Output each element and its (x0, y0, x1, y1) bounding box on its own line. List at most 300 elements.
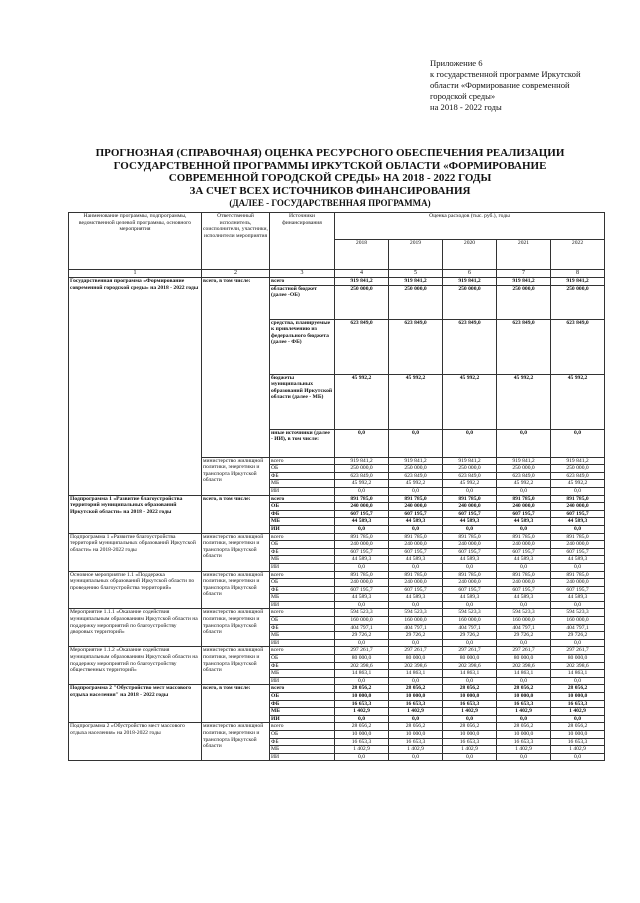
budget-table (68, 212, 605, 761)
value-cell: 919 841,2 (443, 278, 497, 286)
value-cell: 240 000,0 (443, 541, 497, 549)
value-cell: 607 195,7 (497, 548, 551, 556)
value-cell: 623 849,0 (443, 472, 497, 480)
source-cell: МБ (270, 518, 335, 526)
value-cell: 28 056,2 (551, 723, 605, 731)
source-cell: всего (270, 609, 335, 617)
source-cell: областной бюджет (далее -ОБ) (270, 285, 335, 319)
header-year: 2018 (335, 240, 389, 270)
value-cell: 0,0 (497, 715, 551, 723)
source-cell: ФБ (270, 700, 335, 708)
header-program: Наименование программы, подпрограммы, ведомственной целевой программы, основного мероприятия (69, 213, 202, 270)
source-cell: ОБ (270, 503, 335, 511)
value-cell: 919 841,2 (389, 278, 443, 286)
value-cell: 0,0 (335, 563, 389, 571)
executor-cell: министерство жилищной политики, энергетики и транспорта Иркутской области (202, 533, 270, 571)
source-cell: ОБ (270, 655, 335, 663)
value-cell: 44 589,3 (335, 518, 389, 526)
value-cell: 0,0 (335, 753, 389, 761)
value-cell: 0,0 (389, 639, 443, 647)
header-year: 2022 (551, 240, 605, 270)
value-cell: 10 000,0 (443, 693, 497, 701)
source-cell: ФБ (270, 472, 335, 480)
value-cell: 202 398,6 (551, 662, 605, 670)
value-cell: 16 653,3 (389, 738, 443, 746)
value-cell: 1 402,9 (389, 746, 443, 754)
source-cell: всего (270, 723, 335, 731)
value-cell: 240 000,0 (335, 541, 389, 549)
value-cell: 594 523,3 (335, 609, 389, 617)
value-cell: 29 726,2 (497, 632, 551, 640)
source-cell: МБ (270, 670, 335, 678)
value-cell: 607 195,7 (443, 586, 497, 594)
col-number: 8 (551, 270, 605, 278)
value-cell: 0,0 (335, 429, 389, 457)
value-cell: 607 195,7 (497, 586, 551, 594)
value-cell: 16 653,3 (551, 700, 605, 708)
source-cell: ОБ (270, 693, 335, 701)
program-name-cell: Основное мероприятие 1.1 «Поддержка муниципальных образований Иркутской области по проведению благоустройства территорий» (69, 571, 202, 609)
value-cell: 0,0 (389, 487, 443, 495)
col-number: 2 (202, 270, 270, 278)
value-cell: 16 653,3 (497, 700, 551, 708)
value-cell: 919 841,2 (335, 278, 389, 286)
value-cell: 250 000,0 (497, 465, 551, 473)
value-cell: 607 195,7 (335, 586, 389, 594)
value-cell: 297 261,7 (335, 647, 389, 655)
value-cell: 623 849,0 (389, 319, 443, 374)
appendix-line: Приложение 6 (430, 58, 483, 68)
source-cell: всего (270, 647, 335, 655)
value-cell: 0,0 (551, 429, 605, 457)
value-cell: 0,0 (443, 525, 497, 533)
value-cell: 44 589,3 (443, 594, 497, 602)
value-cell: 891 785,0 (443, 495, 497, 503)
value-cell: 44 589,3 (443, 518, 497, 526)
value-cell: 16 653,3 (335, 700, 389, 708)
value-cell: 10 000,0 (551, 730, 605, 738)
value-cell: 607 195,7 (551, 510, 605, 518)
value-cell: 1 402,9 (443, 746, 497, 754)
value-cell: 891 785,0 (497, 571, 551, 579)
appendix-line: к государственной программе Иркутской (430, 69, 581, 79)
value-cell: 10 000,0 (335, 693, 389, 701)
value-cell: 594 523,3 (497, 609, 551, 617)
header-year: 2020 (443, 240, 497, 270)
source-cell: ОБ (270, 579, 335, 587)
value-cell: 10 000,0 (443, 730, 497, 738)
value-cell: 607 195,7 (389, 548, 443, 556)
source-cell: МБ (270, 594, 335, 602)
value-cell: 28 056,2 (389, 723, 443, 731)
value-cell: 29 726,2 (443, 632, 497, 640)
value-cell: 297 261,7 (551, 647, 605, 655)
value-cell: 891 785,0 (497, 533, 551, 541)
value-cell: 0,0 (389, 563, 443, 571)
value-cell: 80 000,0 (335, 655, 389, 663)
value-cell: 14 863,1 (443, 670, 497, 678)
value-cell: 44 589,3 (551, 594, 605, 602)
value-cell: 607 195,7 (497, 510, 551, 518)
value-cell: 607 195,7 (551, 548, 605, 556)
program-name-cell: Мероприятие 1.1.2 «Оказание содействия муниципальным образованиям Иркутской области на поддержку мероприятий по благоустройству общественных территорий» (69, 647, 202, 685)
value-cell: 594 523,3 (443, 609, 497, 617)
executor-cell: министерство жилищной политики, энергетики и транспорта Иркутской области (202, 647, 270, 685)
value-cell: 0,0 (443, 429, 497, 457)
value-cell: 0,0 (497, 639, 551, 647)
value-cell: 160 000,0 (497, 617, 551, 625)
value-cell: 0,0 (497, 429, 551, 457)
value-cell: 10 000,0 (551, 693, 605, 701)
value-cell: 14 863,1 (389, 670, 443, 678)
col-number: 7 (497, 270, 551, 278)
value-cell: 891 785,0 (497, 495, 551, 503)
title-line: СОВРЕМЕННОЙ ГОРОДСКОЙ СРЕДЫ» НА 2018 - 2022 ГОДЫ (168, 172, 492, 185)
value-cell: 45 992,2 (443, 480, 497, 488)
source-cell: МБ (270, 556, 335, 564)
value-cell: 297 261,7 (389, 647, 443, 655)
value-cell: 919 841,2 (335, 457, 389, 465)
value-cell: 16 653,3 (497, 738, 551, 746)
value-cell: 202 398,6 (497, 662, 551, 670)
value-cell: 404 797,1 (389, 624, 443, 632)
value-cell: 0,0 (389, 429, 443, 457)
value-cell: 623 849,0 (335, 472, 389, 480)
value-cell: 0,0 (389, 525, 443, 533)
executor-cell: всего, в том числе: (202, 685, 270, 723)
table-row (69, 647, 605, 655)
value-cell: 45 992,2 (335, 374, 389, 429)
value-cell: 919 841,2 (443, 457, 497, 465)
header-source: Источники финансирования (270, 213, 335, 270)
source-cell: бюджеты муниципальных образований Иркутской области (далее - МБ) (270, 374, 335, 429)
value-cell: 160 000,0 (443, 617, 497, 625)
value-cell: 45 992,2 (551, 374, 605, 429)
table-row (69, 571, 605, 579)
executor-cell: министерство жилищной политики, энергетики и транспорта Иркутской области (202, 571, 270, 609)
value-cell: 45 992,2 (551, 480, 605, 488)
value-cell: 45 992,2 (389, 374, 443, 429)
value-cell: 297 261,7 (443, 647, 497, 655)
value-cell: 45 992,2 (335, 480, 389, 488)
value-cell: 44 589,3 (389, 556, 443, 564)
executor-cell: министерство жилищной политики, энергетики и транспорта Иркутской области (202, 609, 270, 647)
table-row (69, 495, 605, 503)
value-cell: 29 726,2 (335, 632, 389, 640)
value-cell: 16 653,3 (443, 738, 497, 746)
col-number: 6 (443, 270, 497, 278)
value-cell: 0,0 (443, 563, 497, 571)
value-cell: 250 000,0 (497, 285, 551, 319)
value-cell: 1 402,9 (443, 708, 497, 716)
source-cell: ИИ (270, 639, 335, 647)
value-cell: 891 785,0 (551, 571, 605, 579)
value-cell: 1 402,9 (335, 746, 389, 754)
value-cell: 250 000,0 (389, 285, 443, 319)
value-cell: 404 797,1 (443, 624, 497, 632)
value-cell: 891 785,0 (389, 495, 443, 503)
value-cell: 607 195,7 (389, 510, 443, 518)
value-cell: 45 992,2 (389, 480, 443, 488)
value-cell: 0,0 (497, 525, 551, 533)
table-row (69, 278, 605, 286)
value-cell: 250 000,0 (551, 285, 605, 319)
col-number: 3 (270, 270, 335, 278)
value-cell: 891 785,0 (551, 533, 605, 541)
value-cell: 0,0 (551, 525, 605, 533)
value-cell: 160 000,0 (389, 617, 443, 625)
value-cell: 297 261,7 (497, 647, 551, 655)
col-number: 5 (389, 270, 443, 278)
source-cell: ОБ (270, 730, 335, 738)
value-cell: 607 195,7 (389, 586, 443, 594)
value-cell: 160 000,0 (335, 617, 389, 625)
value-cell: 1 402,9 (389, 708, 443, 716)
value-cell: 28 056,2 (335, 723, 389, 731)
value-cell: 240 000,0 (497, 579, 551, 587)
value-cell: 0,0 (551, 639, 605, 647)
value-cell: 44 589,3 (335, 594, 389, 602)
value-cell: 594 523,3 (551, 609, 605, 617)
value-cell: 16 653,3 (443, 700, 497, 708)
value-cell: 0,0 (335, 677, 389, 685)
value-cell: 45 992,2 (443, 374, 497, 429)
value-cell: 250 000,0 (335, 285, 389, 319)
source-cell: ОБ (270, 465, 335, 473)
value-cell: 0,0 (551, 715, 605, 723)
value-cell: 0,0 (335, 601, 389, 609)
value-cell: 80 000,0 (443, 655, 497, 663)
value-cell: 0,0 (551, 677, 605, 685)
value-cell: 250 000,0 (389, 465, 443, 473)
value-cell: 607 195,7 (335, 510, 389, 518)
value-cell: 202 398,6 (443, 662, 497, 670)
value-cell: 0,0 (443, 753, 497, 761)
value-cell: 10 000,0 (335, 730, 389, 738)
value-cell: 44 589,3 (497, 518, 551, 526)
value-cell: 14 863,1 (551, 670, 605, 678)
value-cell: 891 785,0 (335, 495, 389, 503)
value-cell: 44 589,3 (551, 518, 605, 526)
value-cell: 0,0 (389, 753, 443, 761)
value-cell: 0,0 (443, 715, 497, 723)
table-row (69, 533, 605, 541)
value-cell: 404 797,1 (497, 624, 551, 632)
value-cell: 80 000,0 (551, 655, 605, 663)
value-cell: 0,0 (335, 487, 389, 495)
value-cell: 202 398,6 (335, 662, 389, 670)
value-cell: 919 841,2 (389, 457, 443, 465)
value-cell: 240 000,0 (551, 503, 605, 511)
value-cell: 0,0 (443, 677, 497, 685)
value-cell: 0,0 (497, 677, 551, 685)
value-cell: 891 785,0 (551, 495, 605, 503)
value-cell: 44 589,3 (389, 594, 443, 602)
value-cell: 0,0 (551, 753, 605, 761)
header-row (69, 213, 605, 240)
value-cell: 0,0 (551, 601, 605, 609)
value-cell: 607 195,7 (551, 586, 605, 594)
table-row (69, 723, 605, 731)
value-cell: 240 000,0 (335, 503, 389, 511)
source-cell: ИИ (270, 525, 335, 533)
value-cell: 45 992,2 (497, 374, 551, 429)
program-name-cell: Подпрограмма 1 «Развитие благоустройства территорий муниципальных образований Иркутской области» на 2018-2022 годы (69, 533, 202, 571)
value-cell: 0,0 (443, 639, 497, 647)
appendix-note (430, 58, 630, 113)
value-cell: 404 797,1 (551, 624, 605, 632)
source-cell: МБ (270, 708, 335, 716)
source-cell: иные источники (далее - ИИ), в том числе: (270, 429, 335, 457)
value-cell: 45 992,2 (497, 480, 551, 488)
column-numbers-row (69, 270, 605, 278)
value-cell: 1 402,9 (551, 746, 605, 754)
value-cell: 623 849,0 (551, 319, 605, 374)
value-cell: 10 000,0 (497, 730, 551, 738)
value-cell: 44 589,3 (497, 594, 551, 602)
header-estimate: Оценка расходов (тыс. руб.), годы (335, 213, 605, 240)
appendix-line: на 2018 - 2022 годы (430, 102, 502, 112)
value-cell: 250 000,0 (443, 285, 497, 319)
value-cell: 1 402,9 (497, 708, 551, 716)
source-cell: МБ (270, 480, 335, 488)
value-cell: 250 000,0 (335, 465, 389, 473)
value-cell: 0,0 (335, 639, 389, 647)
value-cell: 202 398,6 (389, 662, 443, 670)
value-cell: 623 849,0 (551, 472, 605, 480)
header-executor: Ответственный исполнитель, соисполнители, участники, исполнители мероприятия (202, 213, 270, 270)
source-cell: ФБ (270, 586, 335, 594)
value-cell: 891 785,0 (443, 533, 497, 541)
table-body (69, 213, 605, 761)
value-cell: 0,0 (389, 601, 443, 609)
value-cell: 240 000,0 (551, 541, 605, 549)
value-cell: 28 056,2 (389, 685, 443, 693)
value-cell: 14 863,1 (335, 670, 389, 678)
value-cell: 919 841,2 (497, 457, 551, 465)
appendix-line: городской среды» (430, 91, 496, 101)
value-cell: 44 589,3 (335, 556, 389, 564)
value-cell: 240 000,0 (389, 579, 443, 587)
value-cell: 0,0 (389, 677, 443, 685)
value-cell: 623 849,0 (497, 472, 551, 480)
value-cell: 0,0 (497, 601, 551, 609)
value-cell: 28 056,2 (551, 685, 605, 693)
value-cell: 0,0 (335, 715, 389, 723)
value-cell: 0,0 (551, 563, 605, 571)
value-cell: 891 785,0 (335, 571, 389, 579)
value-cell: 44 589,3 (551, 556, 605, 564)
value-cell: 80 000,0 (497, 655, 551, 663)
value-cell: 10 000,0 (389, 693, 443, 701)
value-cell: 240 000,0 (335, 579, 389, 587)
value-cell: 891 785,0 (389, 533, 443, 541)
source-cell: ФБ (270, 662, 335, 670)
value-cell: 919 841,2 (497, 278, 551, 286)
value-cell: 240 000,0 (497, 541, 551, 549)
program-name-cell: Подпрограмма 2 «Обустройство мест массового отдыха населения» на 2018-2022 годы (69, 723, 202, 761)
value-cell: 623 849,0 (497, 319, 551, 374)
source-cell: всего (270, 457, 335, 465)
source-cell: ИИ (270, 487, 335, 495)
title-line: ГОСУДАРСТВЕННОЙ ПРОГРАММЫ ИРКУТСКОЙ ОБЛАСТИ «ФОРМИРОВАНИЕ (113, 159, 547, 172)
value-cell: 1 402,9 (551, 708, 605, 716)
value-cell: 0,0 (497, 753, 551, 761)
value-cell: 607 195,7 (443, 548, 497, 556)
value-cell: 891 785,0 (389, 571, 443, 579)
value-cell: 240 000,0 (443, 579, 497, 587)
value-cell: 28 056,2 (443, 685, 497, 693)
title-line: ЗА СЧЕТ ВСЕХ ИСТОЧНИКОВ ФИНАНСИРОВАНИЯ (189, 184, 471, 197)
value-cell: 29 726,2 (389, 632, 443, 640)
value-cell: 44 589,3 (389, 518, 443, 526)
value-cell: 0,0 (497, 487, 551, 495)
value-cell: 623 849,0 (443, 319, 497, 374)
value-cell: 250 000,0 (443, 465, 497, 473)
value-cell: 607 195,7 (335, 548, 389, 556)
title-line: (ДАЛЕЕ - ГОСУДАРСТВЕННАЯ ПРОГРАММА) (229, 198, 431, 209)
executor-cell: всего, в том числе: (202, 495, 270, 533)
value-cell: 623 849,0 (335, 319, 389, 374)
source-cell: ИИ (270, 677, 335, 685)
source-cell: ФБ (270, 624, 335, 632)
table-row (69, 609, 605, 617)
value-cell: 28 056,2 (335, 685, 389, 693)
value-cell: 1 402,9 (497, 746, 551, 754)
source-cell: МБ (270, 746, 335, 754)
source-cell: ИИ (270, 601, 335, 609)
value-cell: 1 402,9 (335, 708, 389, 716)
value-cell: 80 000,0 (389, 655, 443, 663)
header-year: 2019 (389, 240, 443, 270)
program-name-cell: Подпрограмма 1 «Развитие благоустройства территорий муниципальных образований Иркутской области» на 2018 - 2022 годы (69, 495, 202, 533)
document-title (60, 147, 600, 210)
value-cell: 240 000,0 (497, 503, 551, 511)
program-name-cell: Государственная программа «Формирование современной городской среды» на 2018 - 2022 годы (69, 278, 202, 496)
appendix-line: области «Формирование современной (430, 80, 570, 90)
source-cell: всего (270, 278, 335, 286)
value-cell: 0,0 (443, 601, 497, 609)
value-cell: 28 056,2 (497, 685, 551, 693)
source-cell: ИИ (270, 715, 335, 723)
source-cell: всего (270, 533, 335, 541)
value-cell: 240 000,0 (389, 541, 443, 549)
source-cell: ОБ (270, 541, 335, 549)
value-cell: 0,0 (335, 525, 389, 533)
source-cell: всего (270, 571, 335, 579)
source-cell: ФБ (270, 738, 335, 746)
value-cell: 10 000,0 (389, 730, 443, 738)
source-cell: ФБ (270, 510, 335, 518)
value-cell: 10 000,0 (497, 693, 551, 701)
title-line: ПРОГНОЗНАЯ (СПРАВОЧНАЯ) ОЦЕНКА РЕСУРСНОГО ОБЕСПЕЧЕНИЯ РЕАЛИЗАЦИИ (95, 147, 565, 159)
value-cell: 160 000,0 (551, 617, 605, 625)
value-cell: 240 000,0 (443, 503, 497, 511)
value-cell: 29 726,2 (551, 632, 605, 640)
col-number: 4 (335, 270, 389, 278)
value-cell: 16 653,3 (389, 700, 443, 708)
value-cell: 594 523,3 (389, 609, 443, 617)
source-cell: ОБ (270, 617, 335, 625)
value-cell: 240 000,0 (389, 503, 443, 511)
source-cell: ИИ (270, 563, 335, 571)
value-cell: 0,0 (497, 563, 551, 571)
value-cell: 44 589,3 (443, 556, 497, 564)
value-cell: 16 653,3 (551, 738, 605, 746)
value-cell: 623 849,0 (389, 472, 443, 480)
value-cell: 404 797,1 (335, 624, 389, 632)
table-row (69, 685, 605, 693)
